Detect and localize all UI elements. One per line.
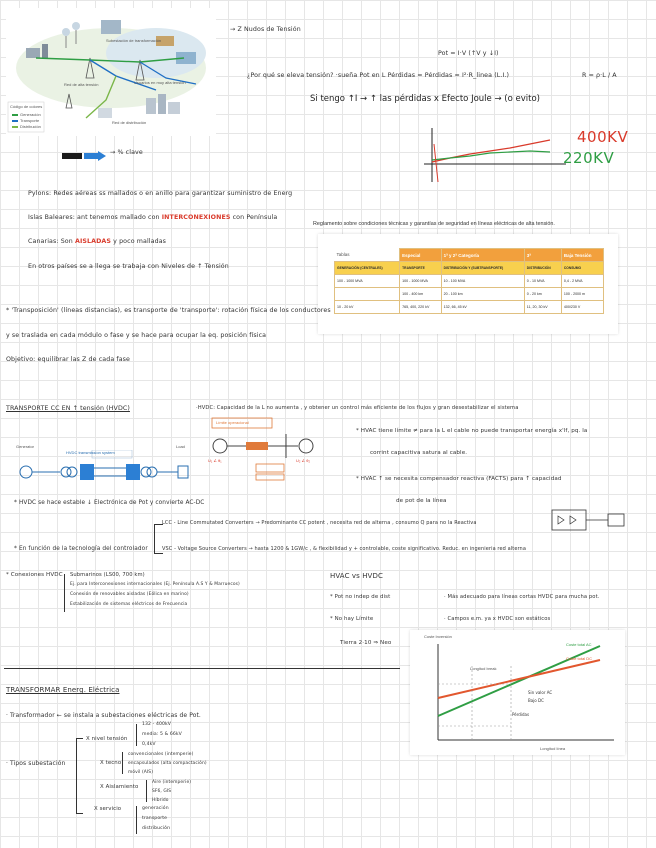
joule-effect-note: Si tengo ↑I → ↑ las pérdidas x Efecto Joule → (o evito) — [310, 94, 540, 104]
diagram-label-hv-users: Usuarios en muy alta tensión — [134, 80, 186, 85]
branch-voltage-item-1: 132 - 400kV — [142, 722, 172, 727]
diagram-legend-generation: Generación — [20, 112, 41, 117]
branch-tech-item-1: convencionales (intemperie) — [128, 752, 194, 757]
branch-tech-label: X tecno — [100, 760, 122, 766]
cost-axis-x-label: Longitud línea — [540, 746, 566, 751]
substation-types: · Tipos subestación — [6, 760, 66, 767]
cost-break-label: Longitud break — [470, 666, 497, 671]
hvdc-right-1: · Más adecuado para líneas cortas HVDC para mucha pot. — [444, 594, 600, 600]
branch-voltage-item-2: media: 5 & 66kV — [142, 732, 182, 737]
facts-note-2: de pot de la línea — [396, 498, 447, 504]
branch-tech-item-2: encapsulados (alta compactación) — [128, 761, 207, 766]
islands-text: Islas Baleares: ant tenemos mallado con — [28, 214, 160, 221]
branch-voltage-item-3: 0,4kV — [142, 742, 156, 747]
nuclear-tension-note: → Z Nudos de Tensión — [230, 26, 301, 33]
cost-annot-1: Sin valor AC — [528, 690, 553, 695]
table-row — [335, 301, 604, 314]
hvdc-options-brace — [64, 574, 69, 612]
branch-insulation-item-1: Aire (intemperie) — [152, 780, 192, 785]
islands-tail: con Península — [232, 214, 278, 221]
transformer-definition: · Transformador ← se instala a subestaciones eléctricas de Pot. — [6, 712, 201, 719]
table-header-1: Especial — [400, 249, 441, 262]
hvdc-option-4: Estabilización de sistemas eléctricos de Frecuencia — [70, 602, 188, 607]
table-header-3: 3ª — [524, 249, 561, 262]
branch-tech-item-3: móvil (AIS) — [128, 770, 154, 775]
table-cell: 765, 400, 220 kV — [400, 301, 441, 314]
regulation-table — [334, 248, 604, 314]
series-dc-cost-line — [438, 660, 600, 698]
table-cell: 100 - 1000 MVA — [400, 275, 441, 288]
table-row — [335, 288, 604, 301]
canarias-tail: y poco malladas — [113, 238, 167, 245]
table-cell: 10 - 20 kV — [335, 301, 400, 314]
table-header-0: Tablas — [335, 249, 400, 262]
table-sub-4: CONSUMO — [561, 262, 603, 275]
branch-tech-brace — [122, 752, 127, 774]
resistance-formula: R = ρ·L / A — [582, 72, 617, 79]
facts-note: * HVAC ↑ se necesita compensador reactiva (FACTS) para ↑ capacidad — [356, 476, 562, 482]
table-cell: 10 - 100 MVA — [441, 275, 524, 288]
hvdc-heading: TRANSPORTE CC EN ↑ tensión (HVDC) — [6, 405, 130, 412]
crossover-note: Tierra 2·10 ⇒ Neo — [340, 640, 392, 646]
hvac-capacity-note: * HVAC tiene límite ≠ para la L el cable no puede transportar energía x'lf, pq. la — [356, 428, 588, 434]
tech-controller-note: * En función de la tecnología del controlador — [14, 546, 148, 552]
diagram-legend-title: Código de colores — [10, 104, 43, 109]
table-sub-1: TRANSPORTE — [400, 262, 441, 275]
transposition-line-1: * 'Transposición' (líneas distancias), es transporte de 'transporte': rotación física de los conductores — [6, 307, 331, 314]
hvac-left-2: * No hay Límite — [330, 616, 374, 622]
losses-question: ¿Por qué se eleva tensión? ·sueña Pot en L Pérdidas = Pérdidas = I²·R_linea (L.I.) — [247, 72, 510, 79]
branch-service-brace — [136, 806, 141, 834]
branch-service-item-1: generación — [142, 806, 169, 811]
cost-axis-y-label: Coste Inversión — [424, 634, 452, 639]
branch-insulation-item-2: SF6, GIS — [152, 789, 172, 794]
table-cell: 400/230 V — [561, 301, 603, 314]
cost-legend-dc: Coste total DC — [566, 656, 593, 661]
canarias-note — [28, 238, 166, 245]
table-header-4: Baja Tensión — [561, 249, 603, 262]
operational-limit-diagram — [206, 416, 326, 482]
hvdc-option-1: Submarinos (LS00, 700 km) — [70, 572, 145, 578]
lcc-note: LCC - Line Commutated Converters → Predominante CC potent , necesita red de alterna , consumo Q para no la Reactiva — [162, 520, 477, 526]
branch-service-label: X servicio — [94, 806, 122, 812]
canarias-text: Canarias: Son — [28, 238, 73, 245]
branch-insulation-item-3: Híbrido — [152, 798, 169, 803]
hvac-capacity-note-2: corrint capacitiva satura al cable. — [370, 450, 468, 456]
table-cell: 0,4 - 2 MVA — [561, 275, 603, 288]
cost-annot-2: Bajo DC — [528, 698, 544, 703]
pylons-note: Pylons: Redes aéreas ss mallados o en anillo para garantizar suministro de Energ — [28, 190, 293, 197]
other-countries-note: En otros países se a llega se trabaja con Niveles de ↑ Tensión — [28, 263, 229, 270]
op-formula-u2: U₂ ∠ θ₂ — [296, 458, 311, 463]
aisladas-mark: AISLADAS — [74, 238, 112, 245]
label-400kv: 400KV — [577, 128, 629, 146]
cost-legend-ac: Coste total AC — [566, 642, 592, 647]
clave-note: → % clave — [110, 149, 143, 156]
branch-service-item-3: distribución — [142, 826, 171, 831]
branch-insulation-brace — [146, 780, 151, 802]
table-cell — [335, 288, 400, 301]
label-220kv: 220KV — [563, 149, 615, 167]
table-cell: 100 - 2000 m — [561, 288, 603, 301]
hvdc-system-diagram — [16, 450, 194, 494]
hvdc-heading-note: ·HVDC: Capacidad de la L no aumenta , y obtener un control más eficiente de los flujos y gran desestabilizar el sistema — [196, 405, 519, 411]
op-limit-title: Límite operacional — [216, 420, 249, 425]
hvdc-diagram-title: HVDC transmission system — [66, 450, 115, 455]
diagram-label-dist-network: Red de distribución — [112, 120, 147, 125]
table-cell: 0 - 10 MVA — [524, 275, 561, 288]
diagram-arrows — [62, 148, 112, 158]
table-sub-3: DISTRIBUCIÓN — [524, 262, 561, 275]
branch-voltage-brace — [136, 724, 141, 746]
pot-formula: Pot = I·V (↑V y ↓I) — [438, 50, 499, 57]
hvdc-load-label: Load — [176, 444, 185, 449]
table-cell: 20 - 100 km — [441, 288, 524, 301]
transposition-line-3: Objetivo: equilibrar las Z de cada fase — [6, 356, 131, 363]
vsc-note: VSC - Voltage Source Converters → hasta 1200 & 1GW/c , & flexibilidad y + controlable, coste significativo. Reduc. en ingenieria red alterna — [162, 546, 526, 552]
table-cell: 100 - 400 km — [400, 288, 441, 301]
voltage-losses-chart — [420, 124, 570, 186]
table-row — [335, 275, 604, 288]
cost-chart — [410, 630, 625, 755]
table-header-2: 1ª y 2ª Categoría — [441, 249, 524, 262]
types-brace — [76, 738, 83, 814]
branch-voltage-label: X nivel tensión — [86, 736, 128, 742]
transformer-heading: TRANSFORMAR Energ. Eléctrica — [6, 686, 120, 694]
interconnections-mark: INTERCONEXIONES — [161, 214, 231, 221]
op-formula-u1: U₁ ∠ θ₁ — [208, 458, 222, 463]
branch-insulation-label: X Aislamiento — [100, 784, 139, 790]
converter-sketch — [548, 506, 638, 536]
regulation-table-card — [318, 234, 618, 334]
hvdc-options-title: * Conexiones HVDC — [6, 572, 63, 578]
table-cell: 132, 66, 45 kV — [441, 301, 524, 314]
diagram-label-substation: Subestación de transformación — [106, 38, 162, 43]
hvdc-right-2: · Campos e.m. ya x HVDC son estáticos — [444, 616, 551, 622]
table-cell: 0 - 20 km — [524, 288, 561, 301]
table-sub-0: GENERACIÓN (CENTRALES) — [335, 262, 400, 275]
diagram-label-hv-network: Red de alta tensión — [64, 82, 99, 87]
hvdc-stable-note: * HVDC se hace estable ↓ Electrónica de Pot y convierte AC-DC — [14, 500, 205, 506]
power-grid-diagram — [6, 8, 216, 136]
table-cell: 11, 20, 30 kV — [524, 301, 561, 314]
hvdc-option-3: Conexión de renovables aisladas (Eólica en marino) — [70, 592, 189, 597]
section-divider — [4, 668, 400, 669]
diagram-legend-distribution: Distribución — [20, 124, 41, 129]
table-sub-2: DISTRIBUCIÓN Y (SUBTRANSPORTE) — [441, 262, 524, 275]
hvac-left-1: * Pot no indep de dist — [330, 594, 391, 600]
branch-service-item-2: transporte — [142, 816, 168, 821]
cost-annot-3: Pérdidas — [512, 712, 530, 717]
hvac-vs-hvdc-title: HVAC vs HVDC — [330, 572, 383, 580]
transposition-line-2: y se traslada en cada módulo o fase y se hace para ocupar la eq. posición física — [6, 332, 267, 339]
table-cell: 100 - 1000 MVA — [335, 275, 400, 288]
regulation-title: Reglamento sobre condiciones técnicas y garantías de seguridad en líneas eléctricas de alta tensión. — [313, 221, 555, 227]
islands-note — [28, 214, 277, 221]
diagram-legend-transport: Transporte — [20, 118, 40, 123]
hvdc-option-2: Ej. para Interconexiones internacionales (Ej. Península A.S Y & Marruecos) — [70, 582, 240, 587]
hvdc-generator-label: Generator — [16, 444, 35, 449]
